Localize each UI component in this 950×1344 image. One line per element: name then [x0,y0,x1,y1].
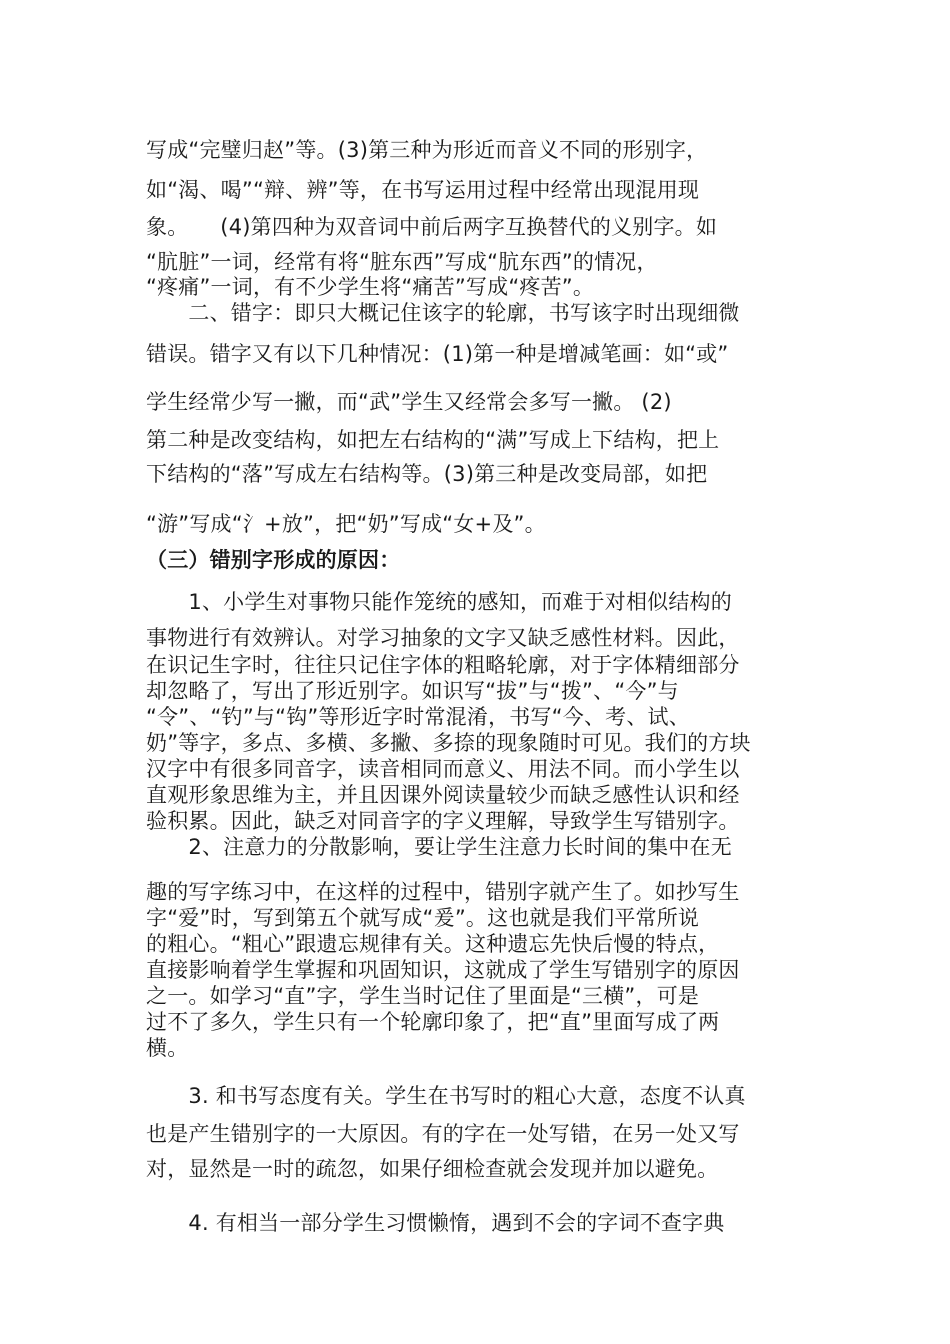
paragraph-line: 验积累。因此，缺乏对同音字的字义理解，导致学生写错别字。 [146,809,740,833]
section-heading: （三）错别字形成的原因： [146,548,401,572]
paragraph-line: 在识记生字时，往往只记住字体的粗略轮廓，对于字体精细部分 [146,653,740,677]
paragraph-line: 奶”等字，多点、多横、多撇、多捺的现象随时可见。我们的方块 [146,731,751,755]
paragraph-line: 象。 (4)第四种为双音词中前后两字互换替代的义别字。如 [146,215,718,239]
paragraph-line: 横。 [146,1036,189,1060]
paragraph-line: 错误。错字又有以下几种情况：(1)第一种是增减笔画：如“或” [146,342,729,366]
paragraph-line: 学生经常少写一撇，而“武”学生又经常会多写一撇。 (2) [146,390,672,414]
paragraph-line: 2、注意力的分散影响，要让学生注意力长时间的集中在无 [146,835,732,859]
paragraph-line: 如“渴、喝”“辩、辨”等，在书写运用过程中经常出现混用现 [146,178,700,202]
paragraph-line: 的粗心。“粗心”跟遗忘规律有关。这种遗忘先快后慢的特点， [146,932,720,956]
paragraph-line: 3. 和书写态度有关。学生在书写时的粗心大意，态度不认真 [146,1084,746,1108]
paragraph-line: 直观形象思维为主，并且因课外阅读量较少而缺乏感性认识和经 [146,783,740,807]
paragraph-line: 写成“完璧归赵”等。(3)第三种为形近而音义不同的形别字， [146,138,708,162]
paragraph-line: 之一。如学习“直”字，学生当时记住了里面是“三横”，可是 [146,984,700,1008]
paragraph-line: 4. 有相当一部分学生习惯懒惰，遇到不会的字词不查字典 [146,1211,725,1235]
paragraph-line: “疼痛”一词，有不少学生将“痛苦”写成“疼苦”。 [146,275,595,299]
paragraph-line: 第二种是改变结构，如把左右结构的“满”写成上下结构，把上 [146,428,720,452]
section-heading-line: 二、错字：即只大概记住该字的轮廓，书写该字时出现细微 [146,301,740,325]
paragraph-line: “游”写成“氵+放”，把“奶”写成“女+及”。 [146,512,546,536]
paragraph-line: 1、小学生对事物只能作笼统的感知，而难于对相似结构的 [146,590,732,614]
paragraph-line: 直接影响着学生掌握和巩固知识，这就成了学生写错别字的原因 [146,958,740,982]
paragraph-line: 字“爱”时，写到第五个就写成“爰”。这也就是我们平常所说 [146,906,700,930]
paragraph-line: 过不了多久，学生只有一个轮廓印象了，把“直”里面写成了两 [146,1010,720,1034]
paragraph-line: “肮脏”一词，经常有将“脏东西”写成“肮东西”的情况， [146,250,658,274]
paragraph-line: 下结构的“落”写成左右结构等。(3)第三种是改变局部，如把 [146,462,708,486]
paragraph-line: 对，显然是一时的疏忽，如果仔细检查就会发现并加以避免。 [146,1157,719,1181]
paragraph-line: 也是产生错别字的一大原因。有的字在一处写错，在另一处又写 [146,1122,740,1146]
paragraph-line: 趣的写字练习中，在这样的过程中，错别字就产生了。如抄写生 [146,880,740,904]
paragraph-line: 汉字中有很多同音字，读音相同而意义、用法不同。而小学生以 [146,757,740,781]
paragraph-line: “令”、“钓”与“钩”等形近字时常混淆，书写“今、考、试、 [146,705,690,729]
paragraph-line: 事物进行有效辨认。对学习抽象的文字又缺乏感性材料。因此， [146,626,740,650]
paragraph-line: 却忽略了，写出了形近别字。如识写“拔”与“拨”、“今”与 [146,679,679,703]
